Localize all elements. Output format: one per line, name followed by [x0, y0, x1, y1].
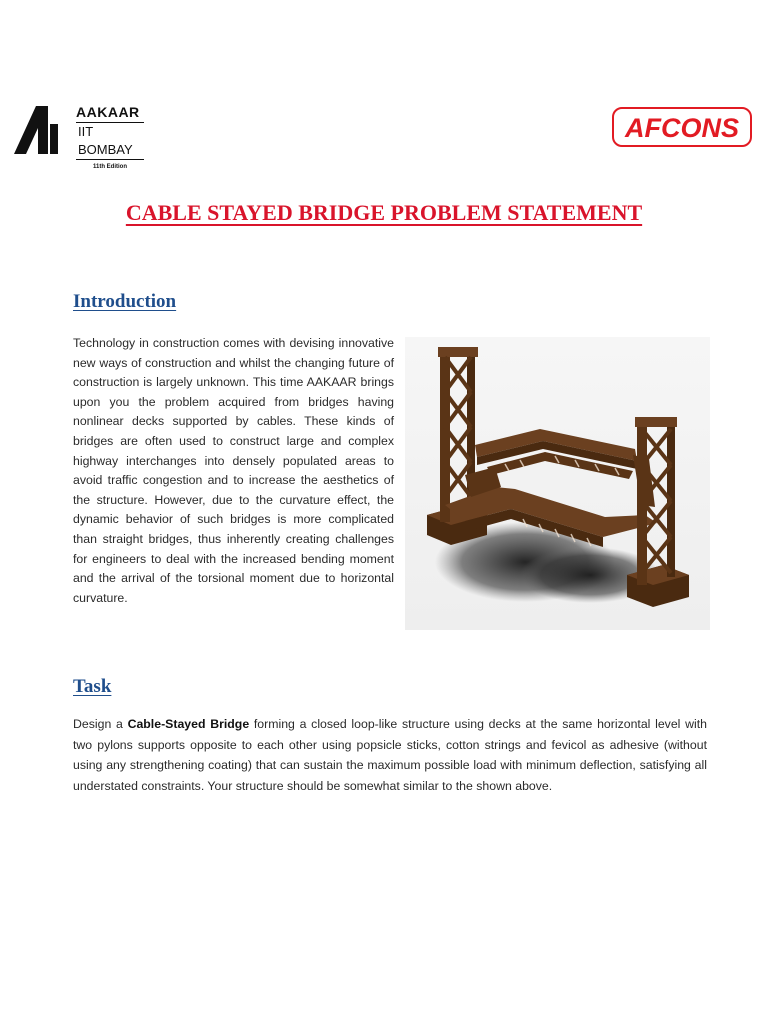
aakaar-edition: 11th Edition	[92, 164, 127, 170]
introduction-heading: Introduction	[73, 291, 177, 312]
task-bold-term: Cable-Stayed Bridge	[127, 717, 250, 731]
aakaar-institution: IIT BOMBAY	[76, 122, 144, 160]
page-title: CABLE STAYED BRIDGE PROBLEM STATEMENT	[125, 200, 643, 225]
introduction-body: Technology in construction comes with devising innovative new ways of construction and whilst the changing future of construction is largely unknown. This time AAKAAR brings upon you the problem acquired from bridges having nonlinear decks supported by cables. These kinds of bridges are often used to construct large and complex highway interchanges into densely populated areas to avoid traffic congestion and to increase the aesthetics of the structure. However, due to the curvature effect, the dynamic behavior of such bridges is more complicated than straight bridges, thus inherently creating challenges for engineers to deal with the increased bending moment and the arrival of the torsional moment due to horizontal curvature.	[73, 336, 394, 605]
bridge-model-illustration	[405, 337, 710, 630]
task-suffix: forming a closed loop-like structure using decks at the same horizontal level with two pylons supports opposite to each other using popsicle sticks, cotton strings and fevicol as adhesive (without using any strengthening coating) that can sustain the maximum possible load with minimum deflection, satisfying all understated constraints. Your structure should be somewhat similar to the shown above.	[73, 717, 707, 793]
aakaar-logo	[14, 104, 144, 170]
task-heading: Task	[73, 676, 112, 697]
task-prefix: Design a	[73, 717, 128, 731]
afcons-logo-text: AFCONS	[625, 113, 739, 143]
aakaar-name: AAKAAR	[76, 104, 140, 120]
afcons-logo	[612, 107, 752, 147]
bridge-model-image	[405, 337, 710, 630]
aakaar-a-mark-icon	[14, 106, 60, 154]
task-body	[73, 714, 707, 796]
